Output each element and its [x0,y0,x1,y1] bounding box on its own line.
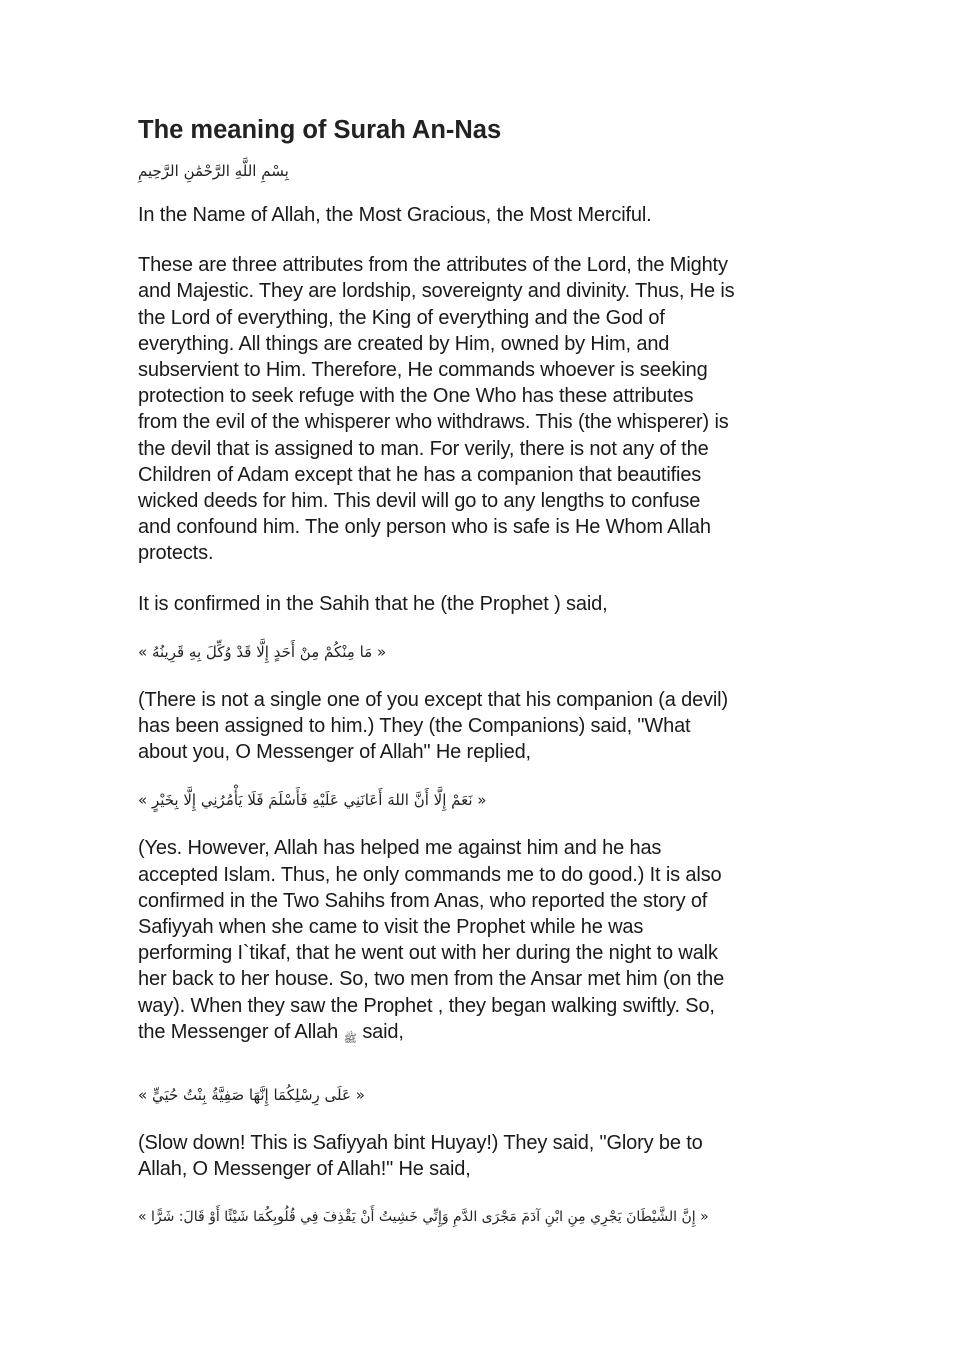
hadith-arabic-3: « عَلَى رِسْلِكُمَا إِنَّهَا صَفِيَّةُ بِنْتُ حُيَيٍّ » [138,1086,365,1105]
text-line: and Majestic. They are lordship, sovereignty and divinity. Thus, He is [138,280,735,303]
text-line: (Yes. However, Allah has helped me against him and he has [138,837,662,860]
basmala-arabic: بِسْمِ اللَّهِ الرَّحْمَٰنِ الرَّحِيمِ [138,162,289,180]
text-line: confirmed in the Two Sahihs from Anas, who reported the story of [138,889,708,912]
text-fragment: said, [362,1020,404,1043]
text-line: and confound him. The only person who is safe is He Whom Allah [138,516,711,539]
text-line: everything. All things are created by Him, owned by Him, and [138,332,670,355]
text-line: Safiyyah when she came to visit the Prophet while he was [138,916,644,939]
text-line: (Slow down! This is Safiyyah bint Huyay!) They said, "Glory be to [138,1132,703,1155]
document-page [138,112,838,1230]
text-line: protection to seek refuge with the One Who has these attributes [138,385,694,408]
text-line: has been assigned to him.) They (the Companions) said, "What [138,715,691,738]
basmala-translation: In the Name of Allah, the Most Gracious, the Most Merciful. [138,204,652,226]
paragraph-companion [138,687,838,766]
paragraph-slow-down [138,1130,838,1182]
text-line: wicked deeds for him. This devil will go to any lengths to confuse [138,490,701,513]
text-line: the Lord of everything, the King of everything and the God of [138,306,665,329]
honorific-icon: ﷺ [343,1031,357,1045]
text-line: These are three attributes from the attributes of the Lord, the Mighty [138,254,728,277]
text-line: about you, O Messenger of Allah" He replied, [138,741,531,764]
text-line: (There is not a single one of you except that his companion (a devil) [138,688,728,711]
paragraph-sahih-intro: It is confirmed in the Sahih that he (the Prophet ) said, [138,592,608,615]
text-line: Children of Adam except that he has a companion that beautifies [138,463,702,486]
text-line: subservient to Him. Therefore, He commands whoever is seeking [138,359,708,382]
text-line: from the evil of the whisperer who withdraws. This (the whisperer) is [138,411,729,434]
text-line: the devil that is assigned to man. For verily, there is not any of the [138,437,709,460]
text-line: way). When they saw the Prophet , they began walking swiftly. So, [138,994,715,1017]
paragraph-attributes [138,252,838,566]
text-line: performing I`tikaf, that he went out with her during the night to walk [138,942,718,965]
hadith-arabic-1: « مَا مِنْكُمْ مِنْ أَحَدٍ إِلَّا قَدْ وُكِّلَ بِهِ قَرِينُهُ » [138,642,387,661]
text-line: accepted Islam. Thus, he only commands me to do good.) It is also [138,863,722,886]
text-fragment: the Messenger of Allah [138,1020,339,1043]
hadith-arabic-2: « نَعَمْ إِلَّا أَنَّ اللهَ أَعَانَنِي عَلَيْهِ فَأَسْلَمَ فَلَا يَأْمُرُنِي إِلَّا بِخَيْرٍ » [138,791,487,810]
text-line: her back to her house. So, two men from the Ansar met him (on the [138,968,725,991]
text-line: Allah, O Messenger of Allah!" He said, [138,1158,471,1181]
text-line: protects. [138,542,214,565]
paragraph-safiyyah [138,835,838,1052]
page-title: The meaning of Surah An-Nas [138,116,502,144]
hadith-arabic-4: « إِنَّ الشَّيْطَانَ يَجْرِي مِنِ ابْنِ آدَمَ مَجْرَى الدَّمِ وَإِنِّي خَشِيتُ أَنْ يَقْذِفَ فِي قُلُوبِكُمَا شَيْئًا أَوْ قَالَ: شَرًّا » [138,1209,709,1226]
text-line [138,1019,838,1052]
